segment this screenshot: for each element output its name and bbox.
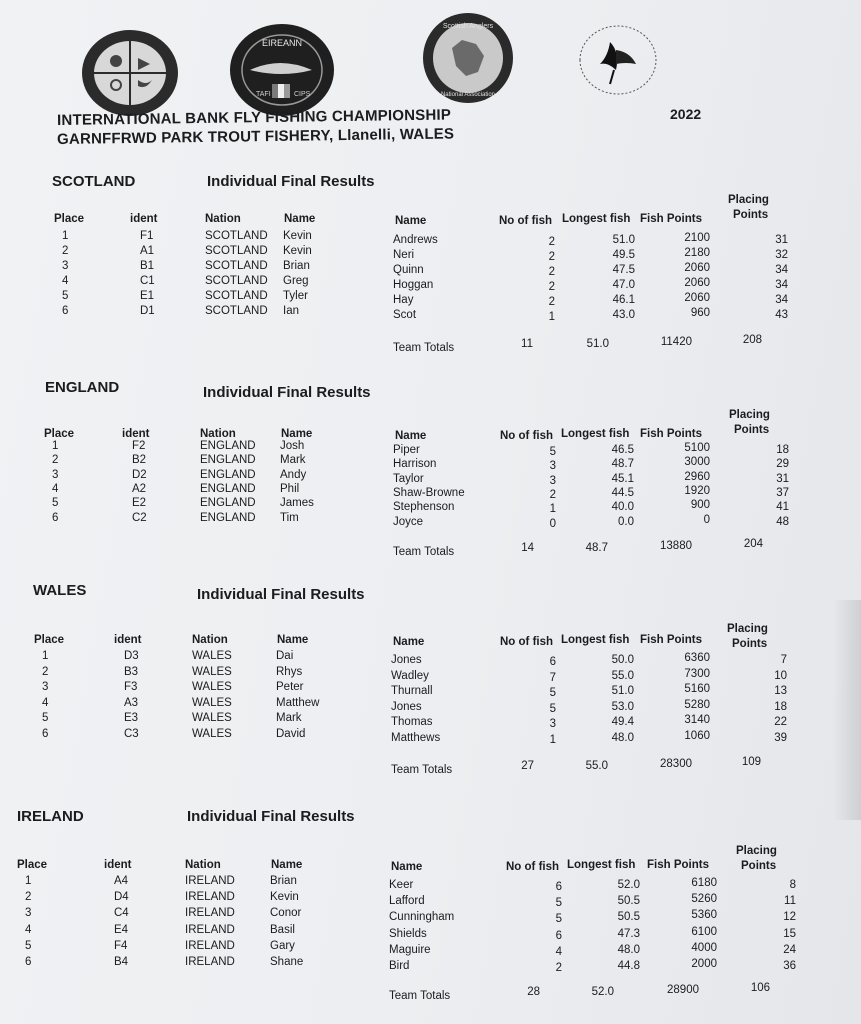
row-ident: F1 xyxy=(140,230,154,242)
scottish-anglers-national-association-logo xyxy=(422,12,514,104)
row-ident: C2 xyxy=(132,511,147,524)
row-nation: ENGLAND xyxy=(200,482,256,495)
row-first-name: Kevin xyxy=(283,245,312,257)
col-header-nation: Nation xyxy=(205,213,241,225)
row-fish-points: 900 xyxy=(690,499,710,512)
row-fish-points: 0 xyxy=(703,513,710,526)
col-header-placing-points: Points xyxy=(734,424,770,436)
total-placing: 106 xyxy=(750,982,770,994)
row-first-name: Matthew xyxy=(276,696,320,709)
row-fish: 5 xyxy=(555,913,562,926)
col-header-points: Fish Points xyxy=(647,859,709,871)
row-nation: ENGLAND xyxy=(200,497,256,510)
row-nation: ENGLAND xyxy=(200,440,256,452)
row-first-name: Gary xyxy=(270,939,295,952)
row-first-name: Phil xyxy=(280,482,300,495)
row-place: 2 xyxy=(25,891,32,904)
row-last-name: Cunningham xyxy=(389,911,455,924)
col-header-longest: Longest fish xyxy=(561,428,630,440)
results-subtitle: Individual Final Results xyxy=(203,384,371,401)
team-heading: ENGLAND xyxy=(45,379,120,396)
row-ident: F4 xyxy=(114,939,128,952)
col-header-points: Fish Points xyxy=(640,634,702,646)
row-fish-points: 5360 xyxy=(691,909,717,922)
col-header-longest: Longest fish xyxy=(562,213,631,225)
row-placing: 24 xyxy=(783,943,796,956)
row-longest: 40.0 xyxy=(611,501,634,514)
row-place: 2 xyxy=(42,665,49,678)
row-fish-points: 3000 xyxy=(684,456,710,469)
row-placing: 34 xyxy=(775,264,788,276)
col-header-place: Place xyxy=(17,859,48,871)
total-fish: 11 xyxy=(521,338,533,350)
row-fish: 5 xyxy=(549,702,556,715)
total-placing: 208 xyxy=(742,334,762,346)
row-last-name: Joyce xyxy=(393,515,424,528)
row-longest: 46.1 xyxy=(612,294,635,306)
col-header-name: Name xyxy=(281,428,313,440)
row-placing: 13 xyxy=(774,685,787,698)
row-nation: WALES xyxy=(192,696,232,709)
row-longest: 48.7 xyxy=(611,458,634,471)
row-fish: 7 xyxy=(549,671,556,684)
row-placing: 34 xyxy=(775,279,788,291)
row-longest: 48.0 xyxy=(617,943,640,956)
row-last-name: Keer xyxy=(389,879,414,891)
row-nation: IRELAND xyxy=(185,923,235,936)
row-fish-points: 4000 xyxy=(691,941,717,954)
col-header-surname: Name xyxy=(393,636,425,648)
total-fish-points: 11420 xyxy=(660,336,692,348)
row-fish-points: 7300 xyxy=(684,667,710,680)
row-first-name: Andy xyxy=(280,468,307,481)
col-header-fish: No of fish xyxy=(499,215,553,227)
svg-text:Scottish Anglers: Scottish Anglers xyxy=(442,23,494,30)
row-fish-points: 2060 xyxy=(684,292,710,304)
row-fish: 5 xyxy=(555,897,562,910)
row-ident: F3 xyxy=(124,681,138,694)
row-first-name: Brian xyxy=(283,260,310,272)
row-longest: 53.0 xyxy=(611,700,634,713)
row-last-name: Jones xyxy=(391,700,422,713)
results-subtitle: Individual Final Results xyxy=(197,586,365,603)
row-place: 5 xyxy=(62,290,69,302)
row-nation: IRELAND xyxy=(185,939,235,952)
col-header-longest: Longest fish xyxy=(567,859,636,871)
row-ident: F2 xyxy=(132,440,146,452)
row-placing: 11 xyxy=(784,895,796,908)
row-fish: 6 xyxy=(555,929,562,942)
row-fish-points: 6180 xyxy=(691,877,717,889)
row-place: 4 xyxy=(25,923,32,936)
col-header-name: Name xyxy=(277,634,309,646)
row-last-name: Stephenson xyxy=(393,501,455,514)
col-header-fish: No of fish xyxy=(506,861,560,873)
championship-title: INTERNATIONAL BANK FLY FISHING CHAMPIONSHIP xyxy=(57,106,452,129)
svg-text:National Association: National Association xyxy=(440,92,496,98)
col-header-nation: Nation xyxy=(200,428,236,440)
row-nation: SCOTLAND xyxy=(205,275,268,287)
col-header-surname: Name xyxy=(391,861,423,873)
row-longest: 55.0 xyxy=(611,669,634,682)
row-longest: 43.0 xyxy=(612,309,635,321)
row-longest: 49.4 xyxy=(611,716,634,729)
team-totals-label: Team Totals xyxy=(389,990,451,1002)
row-last-name: Maguire xyxy=(389,943,431,956)
row-fish-points: 2060 xyxy=(684,277,710,289)
row-longest: 47.5 xyxy=(612,264,635,276)
row-ident: A4 xyxy=(114,875,129,887)
row-ident: E4 xyxy=(114,923,129,936)
row-fish-points: 5260 xyxy=(691,893,717,906)
row-placing: 31 xyxy=(776,472,789,485)
row-fish-points: 2060 xyxy=(684,262,710,274)
row-ident: C3 xyxy=(124,728,139,740)
row-longest: 52.0 xyxy=(617,879,640,891)
svg-text:EIREANN: EIREANN xyxy=(261,38,303,48)
total-fish-points: 13880 xyxy=(660,540,692,552)
col-header-place: Place xyxy=(34,634,65,646)
row-nation: ENGLAND xyxy=(200,511,256,524)
row-ident: D4 xyxy=(114,891,129,904)
row-ident: A3 xyxy=(124,696,139,709)
row-longest: 46.5 xyxy=(611,444,634,456)
row-nation: IRELAND xyxy=(185,907,235,920)
col-header-placing-points: Points xyxy=(733,209,769,221)
row-nation: WALES xyxy=(192,728,232,740)
col-header-ident: ident xyxy=(114,634,142,646)
results-subtitle: Individual Final Results xyxy=(207,173,375,190)
row-placing: 8 xyxy=(789,879,796,891)
row-placing: 22 xyxy=(774,716,787,729)
row-longest: 49.5 xyxy=(612,249,635,261)
team-heading: SCOTLAND xyxy=(52,173,136,190)
team-totals-label: Team Totals xyxy=(393,342,455,354)
row-place: 2 xyxy=(62,245,69,257)
row-fish: 1 xyxy=(548,311,555,323)
col-header-placing: Placing xyxy=(727,623,768,635)
col-header-name: Name xyxy=(271,859,303,871)
row-first-name: Tyler xyxy=(283,290,308,302)
row-nation: WALES xyxy=(192,665,232,678)
row-ident: D3 xyxy=(124,650,139,662)
row-placing: 10 xyxy=(774,669,787,682)
row-first-name: Mark xyxy=(276,712,302,725)
row-place: 6 xyxy=(25,956,32,968)
row-fish: 0 xyxy=(549,517,556,530)
row-longest: 51.0 xyxy=(611,685,634,698)
row-last-name: Piper xyxy=(393,444,420,456)
row-place: 1 xyxy=(25,875,32,887)
page-edge-shadow xyxy=(833,600,861,820)
row-place: 6 xyxy=(62,305,69,317)
col-header-placing: Placing xyxy=(729,409,770,421)
total-placing: 204 xyxy=(743,538,763,550)
row-placing: 41 xyxy=(776,501,789,514)
col-header-ident: ident xyxy=(104,859,132,871)
row-first-name: James xyxy=(280,497,314,510)
total-longest: 52.0 xyxy=(591,986,614,998)
col-header-placing: Placing xyxy=(728,194,769,206)
row-first-name: Basil xyxy=(270,923,295,936)
row-longest: 45.1 xyxy=(611,472,634,485)
row-fish: 6 xyxy=(555,881,562,893)
team-heading: WALES xyxy=(33,582,87,599)
total-longest: 55.0 xyxy=(585,760,608,772)
row-fish-points: 1920 xyxy=(684,484,710,497)
row-placing: 34 xyxy=(775,294,788,306)
total-longest: 51.0 xyxy=(586,338,609,350)
total-fish: 28 xyxy=(527,986,540,998)
row-longest: 51.0 xyxy=(612,234,635,246)
row-place: 4 xyxy=(62,275,69,287)
row-first-name: Conor xyxy=(270,907,302,920)
row-last-name: Hay xyxy=(393,294,414,306)
total-longest: 48.7 xyxy=(585,542,608,554)
col-header-fish: No of fish xyxy=(500,430,554,442)
col-header-surname: Name xyxy=(395,430,427,442)
row-ident: D2 xyxy=(132,468,147,481)
row-fish-points: 2100 xyxy=(684,232,710,244)
row-fish: 1 xyxy=(549,503,556,516)
col-header-surname: Name xyxy=(395,215,427,227)
row-nation: WALES xyxy=(192,681,232,694)
row-place: 1 xyxy=(52,440,59,452)
row-first-name: Greg xyxy=(283,275,309,287)
english-fly-fishing-logo xyxy=(80,28,180,118)
col-header-nation: Nation xyxy=(192,634,228,646)
row-fish-points: 1060 xyxy=(684,730,710,742)
row-last-name: Shaw-Browne xyxy=(393,486,465,499)
row-place: 2 xyxy=(52,454,59,467)
eireann-tafi-cips-logo xyxy=(228,22,336,118)
row-ident: E2 xyxy=(132,497,147,510)
row-place: 1 xyxy=(62,230,69,242)
row-placing: 37 xyxy=(776,486,789,499)
row-fish: 2 xyxy=(555,962,562,974)
row-last-name: Lafford xyxy=(389,895,425,908)
row-first-name: Peter xyxy=(276,681,304,694)
row-last-name: Bird xyxy=(389,960,410,972)
row-ident: E3 xyxy=(124,712,139,725)
row-fish-points: 960 xyxy=(690,307,710,319)
row-first-name: Kevin xyxy=(270,891,299,904)
row-fish: 6 xyxy=(549,656,556,668)
row-place: 6 xyxy=(42,728,49,740)
row-place: 5 xyxy=(42,712,49,725)
row-fish-points: 2000 xyxy=(691,958,717,970)
col-header-longest: Longest fish xyxy=(561,634,630,646)
row-longest: 0.0 xyxy=(618,515,634,528)
results-subtitle: Individual Final Results xyxy=(187,808,355,825)
row-longest: 48.0 xyxy=(611,732,634,744)
team-totals-label: Team Totals xyxy=(393,546,455,558)
row-placing: 39 xyxy=(774,732,787,744)
row-fish-points: 6360 xyxy=(684,652,710,664)
row-placing: 18 xyxy=(776,444,789,456)
col-header-fish: No of fish xyxy=(500,636,554,648)
row-fish: 5 xyxy=(549,687,556,700)
total-fish-points: 28900 xyxy=(667,984,699,996)
col-header-placing-points: Points xyxy=(741,860,777,872)
row-place: 3 xyxy=(25,907,32,920)
col-header-place: Place xyxy=(44,428,75,440)
row-fish: 2 xyxy=(548,281,555,293)
row-fish-points: 2960 xyxy=(684,470,710,483)
col-header-ident: ident xyxy=(122,428,150,440)
col-header-nation: Nation xyxy=(185,859,221,871)
row-placing: 12 xyxy=(783,911,796,924)
row-place: 3 xyxy=(62,260,69,272)
row-first-name: Rhys xyxy=(276,665,303,678)
row-ident: D1 xyxy=(140,305,155,317)
col-header-placing-points: Points xyxy=(732,638,768,650)
row-fish: 3 xyxy=(549,460,556,473)
row-fish: 3 xyxy=(549,474,556,487)
row-ident: B1 xyxy=(140,260,155,272)
row-longest: 50.5 xyxy=(617,895,640,908)
row-nation: SCOTLAND xyxy=(205,230,268,242)
row-fish-points: 5100 xyxy=(684,442,710,454)
total-fish: 27 xyxy=(521,760,534,772)
row-ident: B3 xyxy=(124,665,139,678)
row-fish: 3 xyxy=(549,718,556,731)
row-placing: 43 xyxy=(775,309,788,321)
col-header-placing: Placing xyxy=(736,845,777,857)
row-placing: 29 xyxy=(776,458,789,471)
row-place: 5 xyxy=(52,497,59,510)
row-last-name: Quinn xyxy=(393,264,424,276)
row-placing: 32 xyxy=(775,249,788,261)
row-first-name: Josh xyxy=(280,440,305,452)
row-fish: 2 xyxy=(548,236,555,248)
row-longest: 47.3 xyxy=(617,927,640,940)
row-ident: B2 xyxy=(132,454,147,467)
row-fish: 2 xyxy=(548,266,555,278)
row-fish: 2 xyxy=(548,251,555,263)
row-fish-points: 3140 xyxy=(684,714,710,727)
welsh-fly-fishing-logo xyxy=(570,20,666,100)
row-nation: ENGLAND xyxy=(200,468,256,481)
row-placing: 18 xyxy=(774,700,787,713)
row-first-name: Ian xyxy=(283,305,299,317)
row-last-name: Taylor xyxy=(393,472,424,485)
row-longest: 47.0 xyxy=(612,279,635,291)
row-last-name: Thurnall xyxy=(391,685,433,698)
row-first-name: Dai xyxy=(276,650,294,662)
col-header-name: Name xyxy=(284,213,316,225)
row-nation: SCOTLAND xyxy=(205,305,268,317)
row-fish-points: 5280 xyxy=(684,698,710,711)
row-first-name: Kevin xyxy=(283,230,312,242)
row-place: 3 xyxy=(42,681,49,694)
row-longest: 44.5 xyxy=(611,486,634,499)
row-fish: 1 xyxy=(549,734,556,746)
row-longest: 50.5 xyxy=(617,911,640,924)
col-header-place: Place xyxy=(54,213,85,225)
row-nation: ENGLAND xyxy=(200,454,256,467)
row-ident: E1 xyxy=(140,290,155,302)
row-place: 5 xyxy=(25,939,32,952)
total-fish: 14 xyxy=(521,542,534,554)
team-totals-label: Team Totals xyxy=(391,764,453,776)
row-ident: B4 xyxy=(114,956,129,968)
event-year: 2022 xyxy=(670,106,702,122)
row-first-name: Shane xyxy=(270,956,304,968)
row-nation: IRELAND xyxy=(185,875,235,887)
row-nation: SCOTLAND xyxy=(205,260,268,272)
row-first-name: David xyxy=(276,728,306,740)
row-fish-points: 2180 xyxy=(684,247,710,259)
row-place: 4 xyxy=(42,696,49,709)
row-last-name: Andrews xyxy=(393,234,438,246)
row-ident: C1 xyxy=(140,275,155,287)
row-first-name: Mark xyxy=(280,454,306,467)
col-header-points: Fish Points xyxy=(640,213,702,225)
team-heading: IRELAND xyxy=(17,808,84,825)
row-last-name: Matthews xyxy=(391,732,441,744)
total-placing: 109 xyxy=(741,756,761,768)
row-first-name: Tim xyxy=(280,511,299,524)
row-place: 6 xyxy=(52,511,59,524)
row-last-name: Jones xyxy=(391,654,422,666)
row-last-name: Shields xyxy=(389,927,427,940)
row-first-name: Brian xyxy=(270,875,297,887)
row-fish: 4 xyxy=(555,945,562,958)
row-placing: 48 xyxy=(776,515,789,528)
row-placing: 31 xyxy=(775,234,788,246)
row-place: 1 xyxy=(42,650,49,662)
row-fish: 5 xyxy=(549,446,556,458)
row-nation: WALES xyxy=(192,712,232,725)
row-last-name: Harrison xyxy=(393,458,437,471)
total-fish-points: 28300 xyxy=(660,758,692,770)
col-header-points: Fish Points xyxy=(640,428,702,440)
row-fish-points: 5160 xyxy=(684,683,710,696)
row-last-name: Scot xyxy=(393,309,417,321)
row-longest: 50.0 xyxy=(611,654,634,666)
row-last-name: Hoggan xyxy=(393,279,434,291)
row-fish: 2 xyxy=(548,296,555,308)
row-ident: A1 xyxy=(140,245,155,257)
row-last-name: Wadley xyxy=(391,669,429,682)
row-nation: IRELAND xyxy=(185,956,235,968)
row-nation: IRELAND xyxy=(185,891,235,904)
row-fish: 2 xyxy=(549,488,556,501)
row-ident: C4 xyxy=(114,907,129,920)
venue-title: GARNFFRWD PARK TROUT FISHERY, Llanelli, WALES xyxy=(57,125,455,148)
row-fish-points: 6100 xyxy=(691,925,717,938)
row-ident: A2 xyxy=(132,482,147,495)
row-nation: SCOTLAND xyxy=(205,245,268,257)
row-last-name: Neri xyxy=(393,249,415,261)
row-placing: 15 xyxy=(783,927,796,940)
row-nation: WALES xyxy=(192,650,232,662)
svg-text:TAFI: TAFI xyxy=(256,91,271,98)
row-place: 3 xyxy=(52,468,59,481)
row-placing: 36 xyxy=(783,960,796,972)
col-header-ident: ident xyxy=(130,213,158,225)
row-longest: 44.8 xyxy=(617,960,640,972)
row-place: 4 xyxy=(52,482,59,495)
row-nation: SCOTLAND xyxy=(205,290,268,302)
row-placing: 7 xyxy=(780,654,787,666)
svg-text:CIPS: CIPS xyxy=(294,91,311,98)
row-last-name: Thomas xyxy=(391,716,433,729)
